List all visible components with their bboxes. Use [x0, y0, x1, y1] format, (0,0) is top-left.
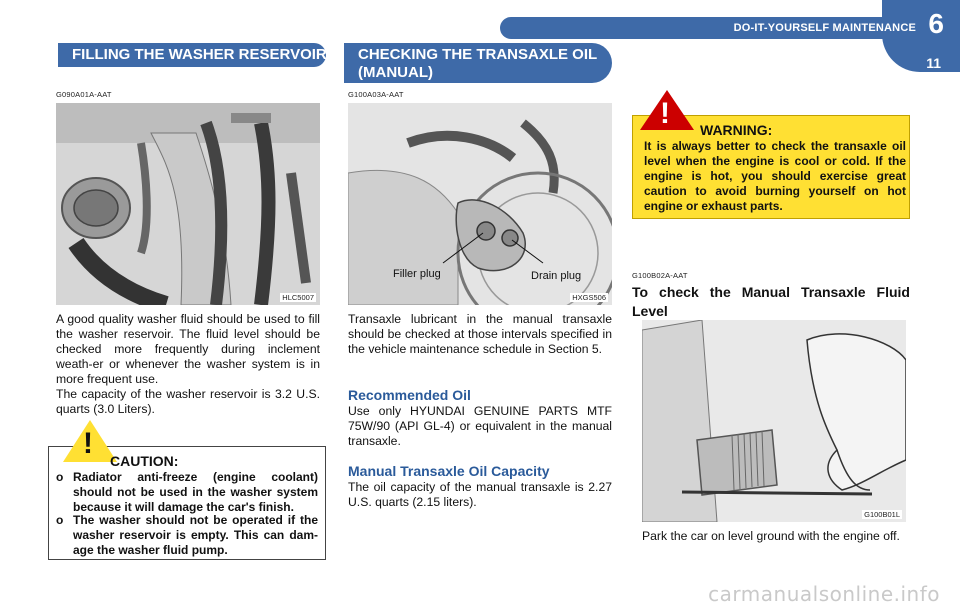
- caution-bullet: o: [56, 470, 64, 484]
- caution-item-2: [56, 513, 318, 558]
- washer-photo-code: HLC5007: [282, 293, 314, 302]
- chapter-number: 6: [928, 8, 944, 39]
- washer-paragraph-1: A good quality washer fluid should be used to fill the washer reservoir. The fluid level should be checked more frequently during inclement weath-er or whenever the washer system is in more frequent use.: [56, 312, 320, 386]
- washer-section-code: G090A01A-AAT: [56, 90, 112, 99]
- caution-title: CAUTION:: [110, 453, 179, 469]
- check-fluid-code: G100B02A-AAT: [632, 271, 688, 280]
- warning-exclamation-icon: !: [660, 97, 670, 130]
- capacity-text: The oil capacity of the manual transaxle is 2.27 U.S. quarts (2.15 liters).: [348, 480, 612, 509]
- transaxle-paragraph-1: Transaxle lubricant in the manual transaxle should be checked at those intervals specified in the vehicle maintenance schedule in Section 5.: [348, 312, 612, 356]
- page-number: 11: [926, 55, 941, 71]
- dipstick-illustration: [642, 320, 906, 522]
- washer-section-title: FILLING THE WASHER RESERVOIR: [58, 43, 326, 67]
- caution-item-text: The washer should not be operated if the washer reservoir is empty. This can dam-age the washer fluid pump.: [73, 513, 318, 557]
- filler-plug-callout: Filler plug: [393, 268, 441, 280]
- caution-item-1: [56, 470, 318, 515]
- check-fluid-heading-line-1: To check the Manual Transaxle Fluid: [632, 284, 910, 300]
- recommended-oil-text: Use only HYUNDAI GENUINE PARTS MTF 75W/90 (API GL-4) or equivalent in the manual transaxle.: [348, 404, 612, 448]
- caution-exclamation-icon: !: [83, 427, 93, 460]
- transaxle-section-code: G100A03A-AAT: [348, 90, 404, 99]
- drain-plug-callout: Drain plug: [531, 270, 582, 282]
- chapter-tab: [882, 0, 960, 72]
- park-car-paragraph: Park the car on level ground with the engine off.: [642, 529, 900, 543]
- chapter-label: DO-IT-YOURSELF MAINTENANCE: [733, 22, 916, 34]
- caution-bullet: o: [56, 513, 64, 527]
- dipstick-photo: [642, 320, 906, 522]
- transaxle-title-line-1: CHECKING THE TRANSAXLE OIL: [358, 46, 598, 63]
- transaxle-photo: [348, 103, 612, 305]
- transaxle-photo-code: HXGS506: [572, 293, 606, 302]
- washer-paragraph-2: The capacity of the washer reservoir is 3.2 U.S. quarts (3.0 Liters).: [56, 387, 320, 416]
- transaxle-title-line-2: (MANUAL): [358, 64, 433, 81]
- warning-title: WARNING:: [700, 122, 773, 138]
- check-fluid-heading: [632, 283, 910, 321]
- recommended-oil-heading: Recommended Oil: [348, 387, 471, 403]
- warning-text: It is always better to check the transaxle oil level when the engine is cool or cold. If the engine is hot, you should exercise great caution to avoid burning yourself on hot engine or exhaust parts.: [644, 139, 906, 213]
- transaxle-section-title: [344, 43, 612, 83]
- washer-reservoir-photo: [56, 103, 320, 305]
- watermark-logo: carmanualsonline.info: [708, 582, 940, 606]
- caution-item-text: Radiator anti-freeze (engine coolant) should not be used in the washer system because it will damage the car's finish.: [73, 470, 318, 514]
- dipstick-photo-code: G100B01L: [864, 510, 900, 519]
- engine-bay-illustration: [56, 103, 320, 305]
- check-fluid-heading-line-2: Level: [632, 303, 668, 319]
- capacity-heading: Manual Transaxle Oil Capacity: [348, 463, 550, 479]
